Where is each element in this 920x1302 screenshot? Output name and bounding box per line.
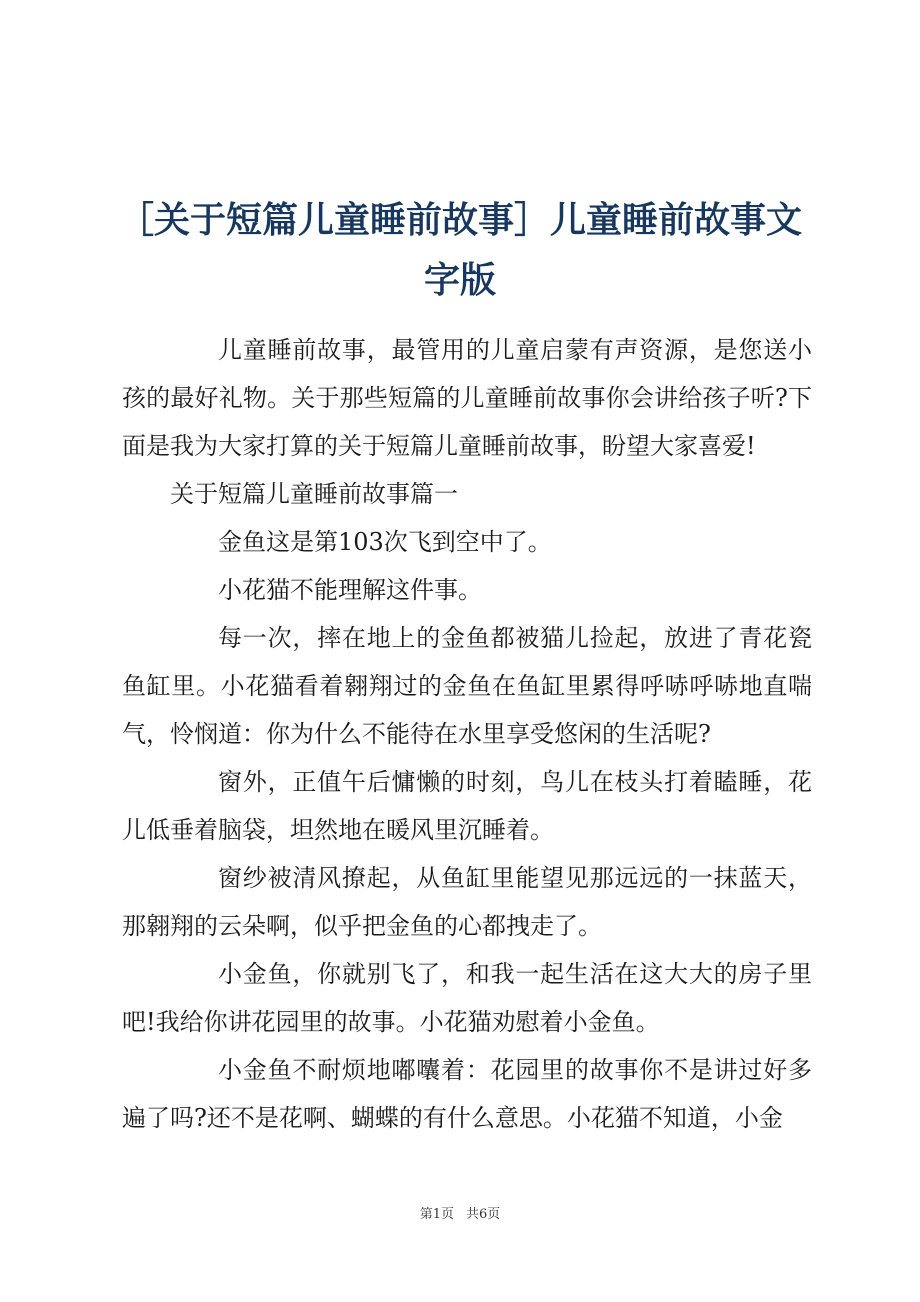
paragraph: 每一次，摔在地上的金鱼都被猫儿捡起，放进了青花瓷鱼缸里。小花猫看着翱翔过的金鱼在鱼缸里累得呼哧呼哧地直喘气，怜悯道：你为什么不能待在水里享受悠闲的生活呢? <box>122 624 812 748</box>
paragraph: 小金鱼，你就别飞了，和我一起生活在这大大的房子里吧!我给你讲花园里的故事。小花猫劝慰着小金鱼。 <box>122 960 812 1036</box>
paragraph: 窗外，正值午后慵懒的时刻，鸟儿在枝头打着瞌睡，花儿低垂着脑袋，坦然地在暖风里沉睡着。 <box>122 768 812 844</box>
page-number: 第1页 <box>419 1207 454 1222</box>
page-total: 共6页 <box>466 1207 501 1222</box>
paragraph: 小花猫不能理解这件事。 <box>218 576 482 604</box>
paragraph: 小金鱼不耐烦地嘟囔着：花园里的故事你不是讲过好多遍了吗?还不是花啊、蝴蝶的有什么意思。小花猫不知道，小金 <box>122 1056 812 1132</box>
document-body <box>122 326 812 1142</box>
document-title: ［关于短篇儿童睡前故事］儿童睡前故事文字版 <box>117 199 802 301</box>
section-heading: 关于短篇儿童睡前故事篇一 <box>170 480 458 508</box>
paragraph: 金鱼这是第103次飞到空中了。 <box>218 528 552 556</box>
paragraph: 窗纱被清风撩起，从鱼缸里能望见那远远的一抹蓝天，那翱翔的云朵啊，似乎把金鱼的心都拽走了。 <box>122 864 812 940</box>
paragraph-intro: 儿童睡前故事，最管用的儿童启蒙有声资源，是您送小孩的最好礼物。关于那些短篇的儿童睡前故事你会讲给孩子听?下面是我为大家打算的关于短篇儿童睡前故事，盼望大家喜爱! <box>122 336 812 460</box>
page-footer <box>0 1206 920 1224</box>
